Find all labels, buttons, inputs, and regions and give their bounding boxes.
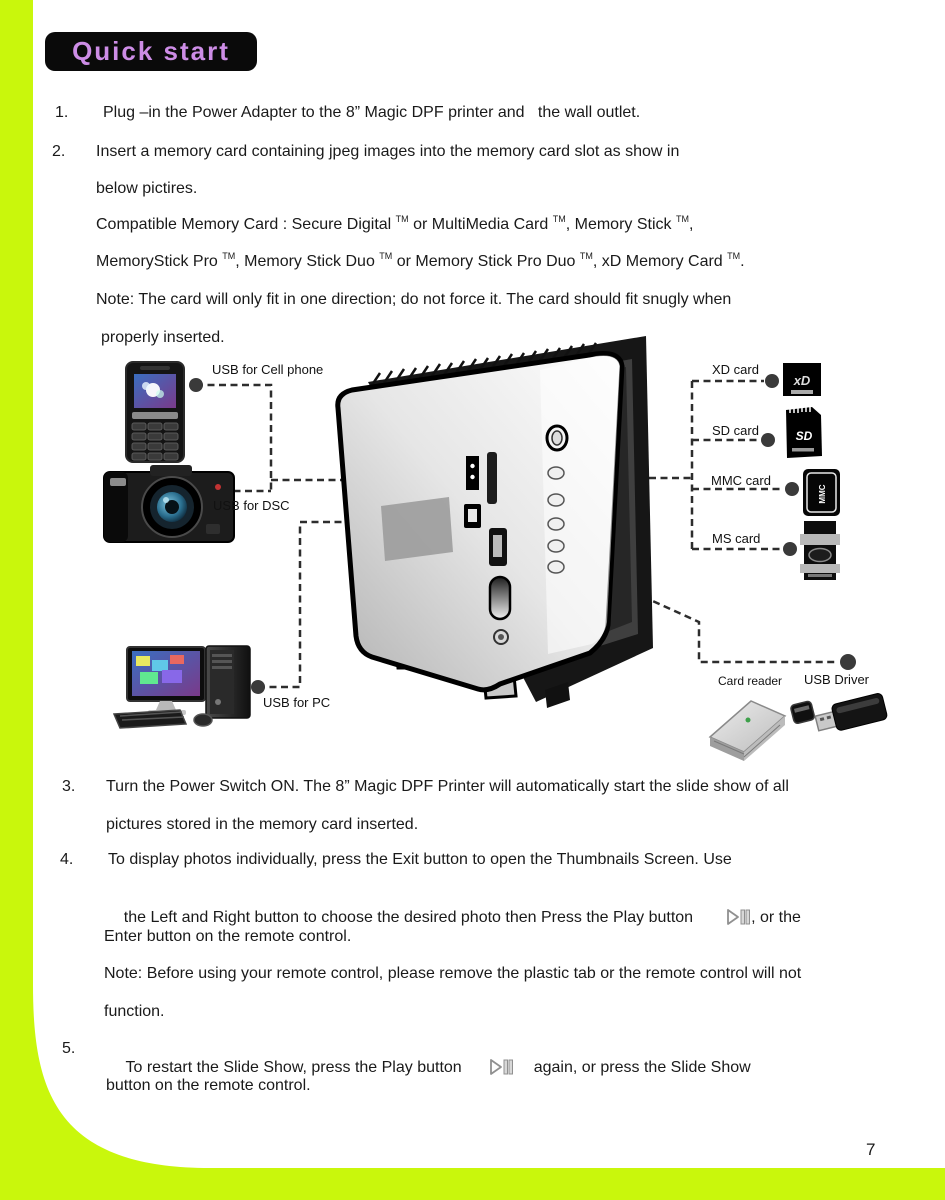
label-card-reader: Card reader: [718, 674, 783, 688]
page-number: 7: [866, 1140, 876, 1159]
connector-dot: [251, 680, 265, 694]
step-5-number: 5.: [62, 1040, 76, 1057]
step-5-line-1-text-a: To restart the Slide Show, press the Play button: [125, 1059, 462, 1077]
connection-diagram: [0, 330, 945, 780]
label-xd-card: XD card: [712, 362, 759, 377]
step-4-line-1: To display photos individually, press the Exit button to open the Thumbnails Screen. Use: [108, 851, 732, 868]
page-title-text: Quick start: [72, 36, 230, 66]
xd-logo: xD: [793, 373, 811, 388]
remote-note-line-1: Note: Before using your remote control, please remove the plastic tab or the remote control will not: [104, 965, 802, 982]
compatible-cards-line-1: Compatible Memory Card : Secure Digital ™ or MultiMedia Card ™, Memory Stick ™,: [96, 213, 694, 233]
xd-card-image: [783, 363, 821, 396]
connector-dot: [761, 433, 775, 447]
step-4-line-2-text-b: , or the: [751, 909, 801, 927]
compatible-cards-line-2: MemoryStick Pro ™, Memory Stick Duo ™ or Memory Stick Pro Duo ™, xD Memory Card ™.: [96, 250, 745, 270]
step-3-number: 3.: [62, 778, 76, 795]
step-5-line-1-text-b: again, or press the Slide Show: [533, 1059, 751, 1077]
step-1-number: 1.: [55, 104, 69, 121]
ms-card-image: [800, 521, 840, 580]
connector-dot: [189, 378, 203, 392]
remote-note-line-2: function.: [104, 1003, 165, 1020]
step-5-line-2: button on the remote control.: [106, 1077, 311, 1094]
connector-dot: [783, 542, 797, 556]
connector-dot: [785, 482, 799, 496]
connector-dot: [765, 374, 779, 388]
play-button-icon: [725, 907, 751, 927]
label-usb-cell-phone: USB for Cell phone: [212, 362, 324, 377]
label-usb-dsc: USB for DSC: [213, 498, 290, 513]
label-sd-card: SD card: [712, 423, 759, 438]
page-title: [45, 32, 257, 71]
sd-logo: SD: [795, 429, 813, 443]
label-ms-card: MS card: [712, 531, 761, 546]
step-3-line-1: Turn the Power Switch ON. The 8” Magic DPF Printer will automatically start the slide show of all: [106, 778, 789, 795]
step-4-line-2-text-a: the Left and Right button to choose the desired photo then Press the Play button: [123, 909, 694, 927]
card-note-line-2: properly inserted.: [101, 329, 225, 346]
card-reader-image: [710, 701, 785, 761]
sd-card-image: [786, 407, 822, 458]
step-2-number: 2.: [52, 143, 66, 160]
mmc-card-image: [803, 469, 840, 516]
label-usb-driver: USB Driver: [804, 672, 870, 687]
label-mmc-card: MMC card: [711, 473, 771, 488]
label-usb-pc: USB for PC: [263, 695, 331, 710]
dpf-device-image: [338, 336, 653, 708]
card-note-line-1: Note: The card will only fit in one direction; do not force it. The card should fit snugly when: [96, 291, 732, 308]
step-4-number: 4.: [60, 851, 74, 868]
usb-drive-image: [790, 692, 888, 735]
mmc-logo: MMC: [818, 484, 827, 504]
step-2-line-2: below pictires.: [96, 180, 198, 197]
cell-phone-image: [126, 362, 184, 462]
pc-image: [114, 646, 250, 728]
step-4-line-3: Enter button on the remote control.: [104, 928, 352, 945]
step-3-line-2: pictures stored in the memory card inserted.: [106, 816, 419, 833]
step-1-text: Plug –in the Power Adapter to the 8” Magic DPF printer and the wall outlet.: [103, 104, 641, 121]
play-button-icon: [488, 1057, 514, 1077]
connector-dot: [840, 654, 856, 670]
step-2-line-1: Insert a memory card containing jpeg images into the memory card slot as show in: [96, 143, 680, 160]
